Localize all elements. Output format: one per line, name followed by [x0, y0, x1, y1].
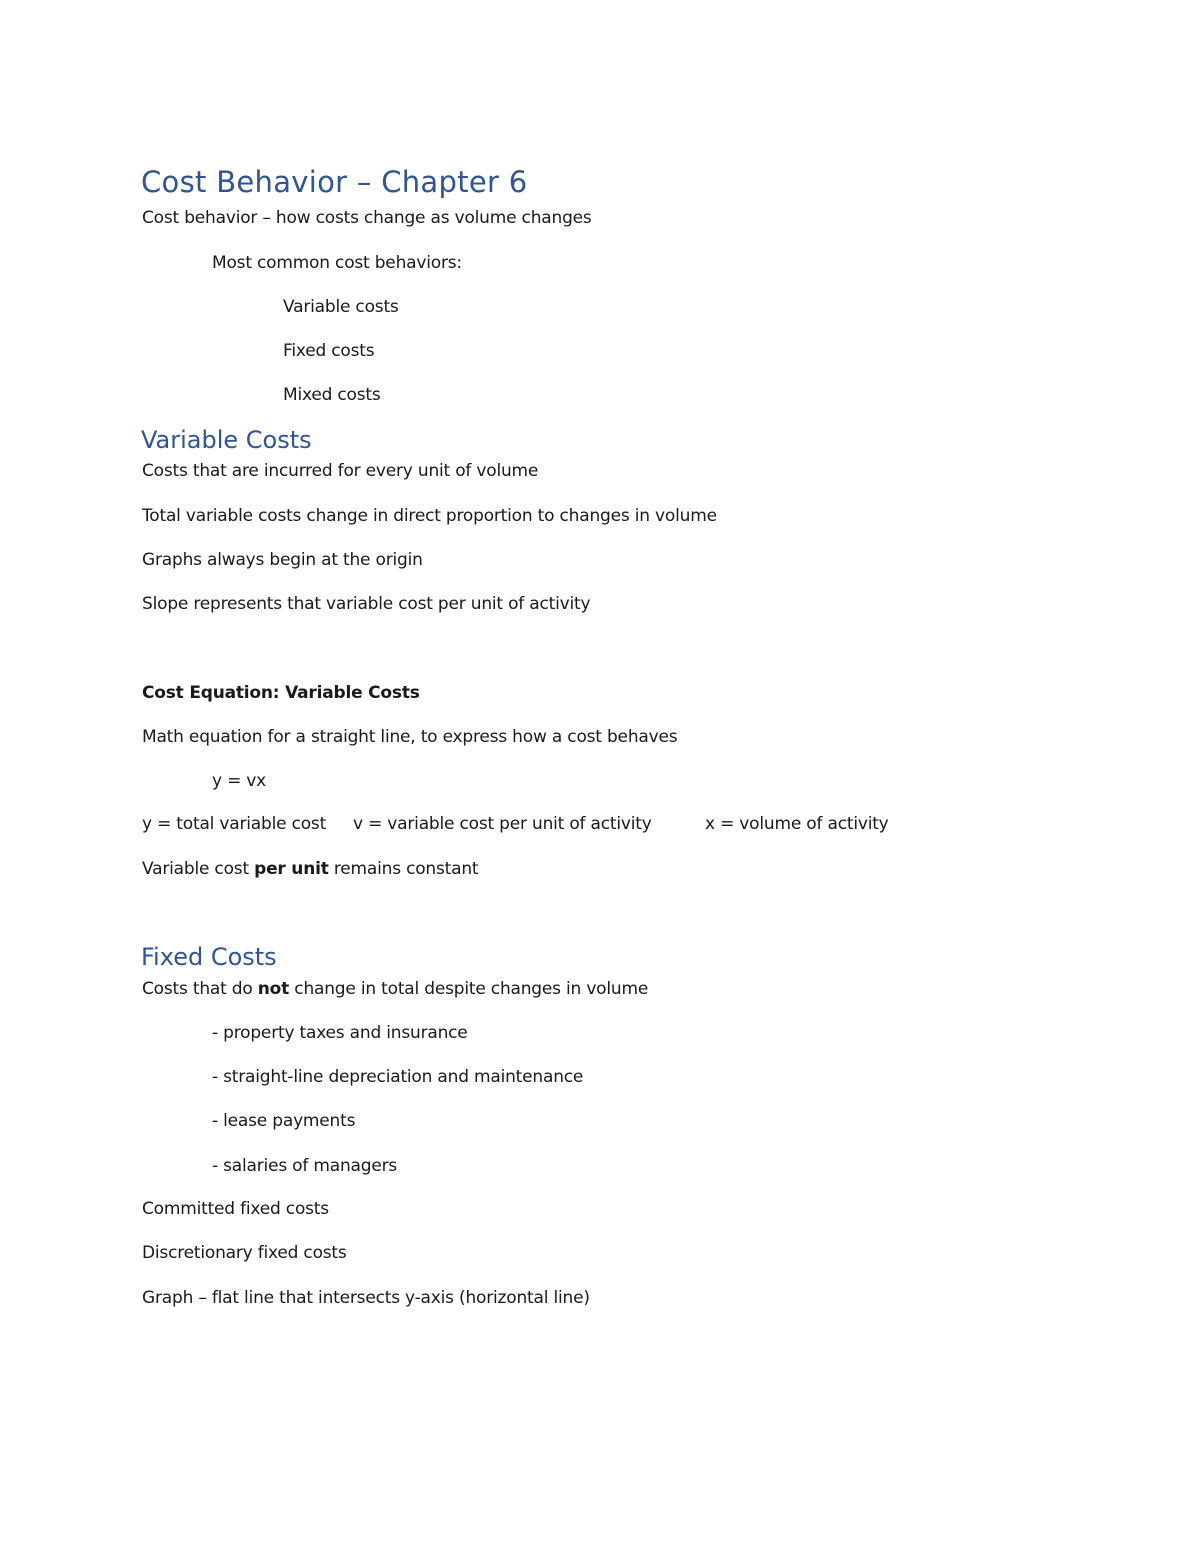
variable-line: Total variable costs change in direct proportion to changes in volume: [142, 506, 717, 526]
behavior-item-variable: Variable costs: [283, 297, 399, 317]
behavior-item-mixed: Mixed costs: [283, 385, 381, 405]
fixed-example: - lease payments: [212, 1111, 356, 1131]
equation-description: Math equation for a straight line, to express how a cost behaves: [142, 727, 678, 747]
cost-equation-heading: [142, 682, 420, 704]
constant-post: remains constant: [328, 859, 479, 879]
variable-line: Slope represents that variable cost per unit of activity: [142, 594, 591, 614]
fixed-costs-heading: Fixed Costs: [141, 943, 277, 971]
constant-bold: per unit: [254, 859, 329, 879]
constant-pre: Variable cost: [142, 859, 255, 879]
definition-v: v = variable cost per unit of activity: [353, 814, 652, 834]
variable-costs-heading: Variable Costs: [141, 426, 312, 454]
document-title: Cost Behavior – Chapter 6: [141, 165, 528, 199]
fixed-desc-post: change in total despite changes in volume: [289, 979, 649, 999]
behavior-item-fixed: Fixed costs: [283, 341, 375, 361]
fixed-desc-pre: Costs that do: [142, 979, 258, 999]
fixed-desc-bold: not: [257, 979, 290, 999]
fixed-type-discretionary: Discretionary fixed costs: [142, 1243, 347, 1263]
fixed-type-committed: Committed fixed costs: [142, 1199, 329, 1219]
fixed-example: - salaries of managers: [212, 1156, 398, 1176]
variable-line: Graphs always begin at the origin: [142, 550, 423, 570]
fixed-description: [142, 978, 648, 1000]
cost-equation-heading-text: Cost Equation: Variable Costs: [142, 683, 420, 703]
variable-line: Costs that are incurred for every unit of volume: [142, 461, 539, 481]
definition-y: y = total variable cost: [142, 814, 327, 834]
per-unit-constant-line: [142, 858, 478, 880]
definition-x: x = volume of activity: [705, 814, 889, 834]
fixed-graph-description: Graph – flat line that intersects y-axis (horizontal line): [142, 1288, 590, 1308]
fixed-example: - straight-line depreciation and maintenance: [212, 1067, 584, 1087]
fixed-example: - property taxes and insurance: [212, 1023, 468, 1043]
common-behaviors-label: Most common cost behaviors:: [212, 253, 462, 273]
cost-behavior-definition: Cost behavior – how costs change as volume changes: [142, 208, 592, 228]
equation-formula: y = vx: [212, 771, 267, 791]
